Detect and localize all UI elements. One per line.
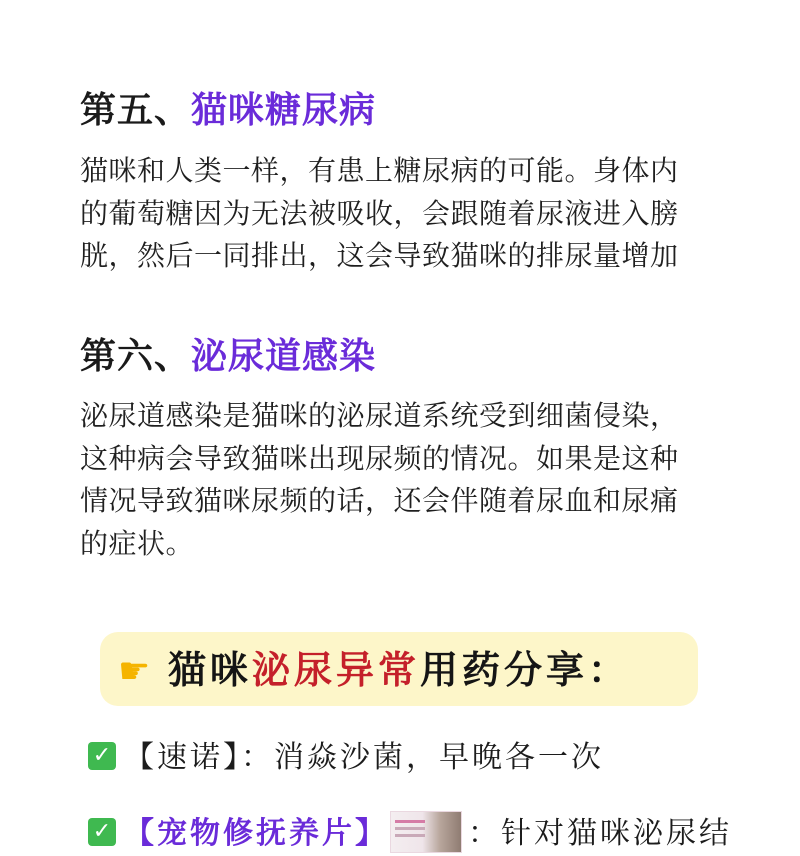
- paragraph-line: 猫咪和人类一样，有患上糖尿病的可能。身体内: [80, 154, 679, 187]
- section-6-heading: 泌尿道感染: [191, 336, 377, 377]
- paragraph-line: 的葡萄糖因为无法被吸收，会跟随着尿液进入膀: [80, 196, 679, 230]
- section-5-heading: 猫咪糖尿病: [191, 90, 377, 131]
- paragraph-line: 泌尿道感染是猫咪的泌尿道系统受到细菌侵染，: [80, 399, 679, 432]
- section-5-paragraph: [80, 150, 720, 278]
- medication-banner-title: [118, 640, 630, 700]
- section-5-prefix: 第五、: [80, 90, 192, 131]
- medication-item: [88, 736, 604, 780]
- medication-item: [88, 812, 732, 856]
- check-mark-icon: ✓: [88, 742, 116, 770]
- banner-text-part-3: 用药分享：: [420, 648, 631, 692]
- bracket-open: 【: [124, 740, 157, 775]
- section-6-paragraph: [80, 395, 720, 565]
- medication-name: 宠物修抚养片: [157, 816, 355, 851]
- check-mark-icon: ✓: [88, 818, 116, 846]
- pointing-hand-icon: ☛: [118, 651, 151, 692]
- paragraph-line: 这种病会导致猫咪出现尿频的情况。如果是这种: [80, 441, 679, 475]
- product-thumbnail-image: [390, 811, 462, 853]
- bracket-close: 】: [223, 740, 241, 775]
- banner-text-highlight: 泌尿异常: [252, 648, 421, 692]
- paragraph-line: 胱，然后一同排出，这会导致猫咪的排尿量增加: [80, 239, 679, 272]
- medication-description: ：消焱沙菌，早晚各一次: [241, 740, 604, 775]
- medication-description: ：针对猫咪泌尿结: [468, 816, 732, 851]
- paragraph-line: 情况导致猫咪尿频的话，还会伴随着尿血和尿痛: [80, 484, 679, 517]
- medication-name: 速诺: [157, 740, 223, 775]
- section-6-prefix: 第六、: [80, 336, 192, 377]
- section-5-title: [80, 82, 376, 133]
- bracket-close: 】: [355, 816, 388, 851]
- section-6-title: [80, 328, 376, 379]
- banner-text-part-1: 猫咪: [168, 648, 253, 692]
- bracket-open: 【: [124, 816, 157, 851]
- paragraph-line: 的症状。: [80, 526, 195, 560]
